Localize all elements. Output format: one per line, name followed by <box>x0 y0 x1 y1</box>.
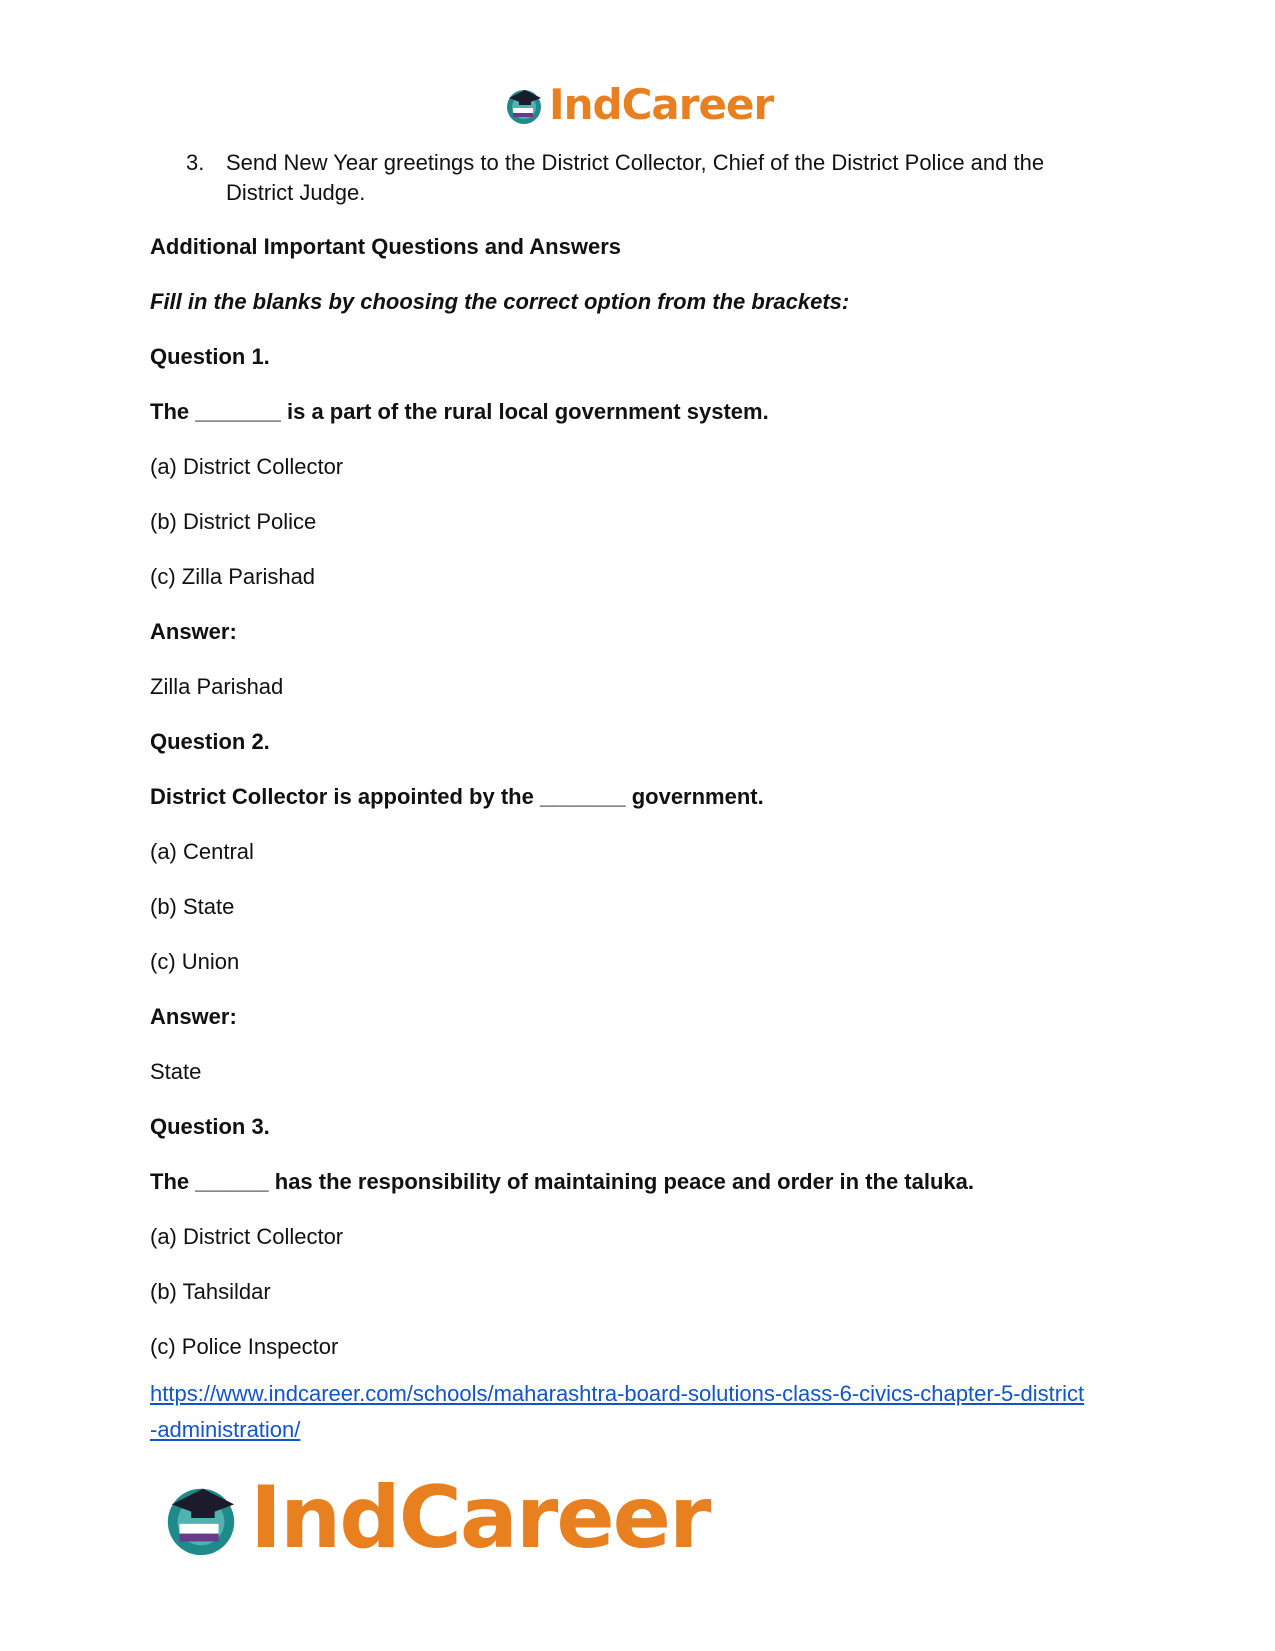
option-item: (a) District Collector <box>150 1224 344 1249</box>
header-logo-text: IndCareer <box>549 80 774 129</box>
option-item: (a) Central <box>150 839 254 864</box>
option-item: (b) District Police <box>150 509 317 534</box>
answer-text: State <box>150 1059 202 1084</box>
question-label: Question 3. <box>150 1114 270 1139</box>
footer-url-line-2: -administration/ <box>150 1417 301 1442</box>
section-heading: Additional Important Questions and Answers <box>150 234 622 259</box>
question-label: Question 1. <box>150 344 270 369</box>
option-item: (b) State <box>150 894 235 919</box>
footer-url-line-1: https://www.indcareer.com/schools/maharashtra-board-solutions-class-6-civics-chapter-5-district <box>150 1381 1085 1406</box>
list-item-line-2: District Judge. <box>226 180 366 205</box>
graduation-cap-globe-icon <box>503 84 545 126</box>
instruction-text: Fill in the blanks by choosing the correct option from the brackets: <box>150 289 850 314</box>
numbered-list-item <box>186 148 1130 208</box>
footer-logo-text: IndCareer <box>250 1468 710 1568</box>
answer-label: Answer: <box>150 1004 237 1029</box>
option-item: (c) Union <box>150 949 240 974</box>
question-text: The ______ has the responsibility of maintaining peace and order in the taluka. <box>150 1169 975 1194</box>
question-text: The _______ is a part of the rural local government system. <box>150 399 769 424</box>
list-number: 3. <box>186 150 205 175</box>
header-logo <box>503 80 773 129</box>
list-item-text <box>226 148 1044 208</box>
answer-text: Zilla Parishad <box>150 674 284 699</box>
list-item-line-1: Send New Year greetings to the District Collector, Chief of the District Police and the <box>226 150 1045 175</box>
option-item: (a) District Collector <box>150 454 344 479</box>
answer-label: Answer: <box>150 619 237 644</box>
document-body <box>150 148 1130 1448</box>
option-item: (c) Police Inspector <box>150 1334 339 1359</box>
footer-url-link[interactable] <box>150 1376 1130 1448</box>
question-text: District Collector is appointed by the _______ government. <box>150 784 764 809</box>
graduation-cap-globe-icon <box>160 1477 242 1559</box>
option-item: (c) Zilla Parishad <box>150 564 316 589</box>
option-item: (b) Tahsildar <box>150 1279 271 1304</box>
footer-logo <box>160 1468 709 1568</box>
question-label: Question 2. <box>150 729 270 754</box>
